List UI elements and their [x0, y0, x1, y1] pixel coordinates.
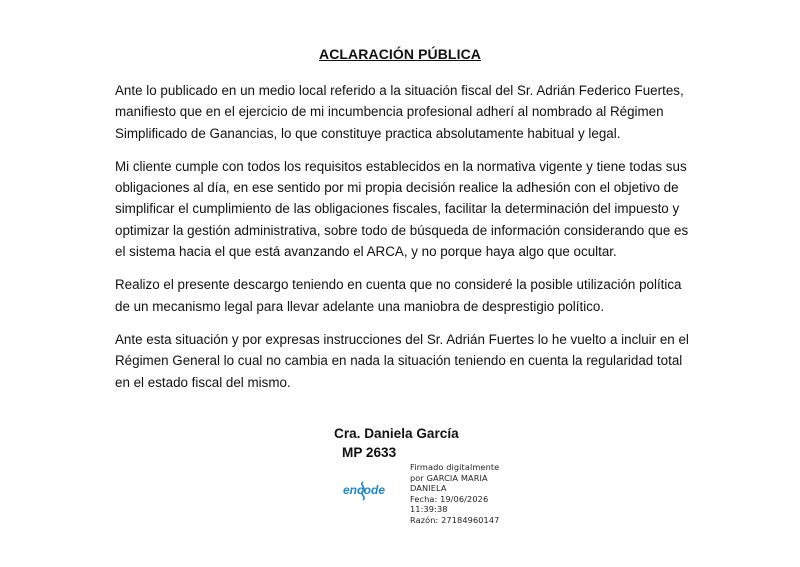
digital-signature-line: Fecha: 19/06/2026 [410, 493, 489, 504]
signer-registration: MP 2633 [342, 445, 397, 460]
signer-name: Cra. Daniela García [334, 426, 459, 441]
signature-block [334, 424, 459, 462]
digital-signature-stamp [410, 462, 540, 526]
digital-signature-line: DANIELA [410, 483, 447, 494]
encode-logo-text: encode [343, 483, 386, 497]
digital-signature-line: Razón: 27184960147 [410, 514, 500, 525]
digital-signature-line: Firmado digitalmente [410, 462, 500, 472]
digital-signature-line: por GARCIA MARIA [410, 472, 488, 483]
encode-logo [343, 479, 407, 501]
paragraph-2: Mi cliente cumple con todos los requisitos establecidos en la normativa vigente y tiene todas sus obligaciones al día, en ese sentido por mi propia decisión realice la adhesión con el objetivo de simplificar el cumplimiento de las obligaciones fiscales, facilitar la determinación del impuesto y optimizar la gestión administrativa, sobre todo de búsqueda de información considerando que es el sistema hacia el que está avanzando el ARCA, y no porque haya algo que ocultar. [115, 158, 689, 260]
paragraph-3: Realizo el presente descargo teniendo en cuenta que no consideré la posible utilización política de un mecanismo legal para llevar adelante una maniobra de desprestigio político. [115, 277, 682, 314]
digital-signature-line: 11:39:38 [410, 504, 448, 515]
paragraph-1: Ante lo publicado en un medio local referido a la situación fiscal del Sr. Adrián Federico Fuertes, manifiesto que en el ejercicio de mi incumbencia profesional adherí al nombrado al Régimen Simplificado de Ganancias, lo que constituye practica absolutamente habitual y legal. [115, 83, 684, 141]
paragraph-4: Ante esta situación y por expresas instrucciones del Sr. Adrián Fuertes lo he vuelto a incluir en el Régimen General lo cual no cambia en nada la situación teniendo en cuenta la regularidad total en el estado fiscal del mismo. [115, 331, 689, 390]
document-body [115, 80, 693, 405]
document-title: ACLARACIÓN PÚBLICA [318, 46, 481, 62]
